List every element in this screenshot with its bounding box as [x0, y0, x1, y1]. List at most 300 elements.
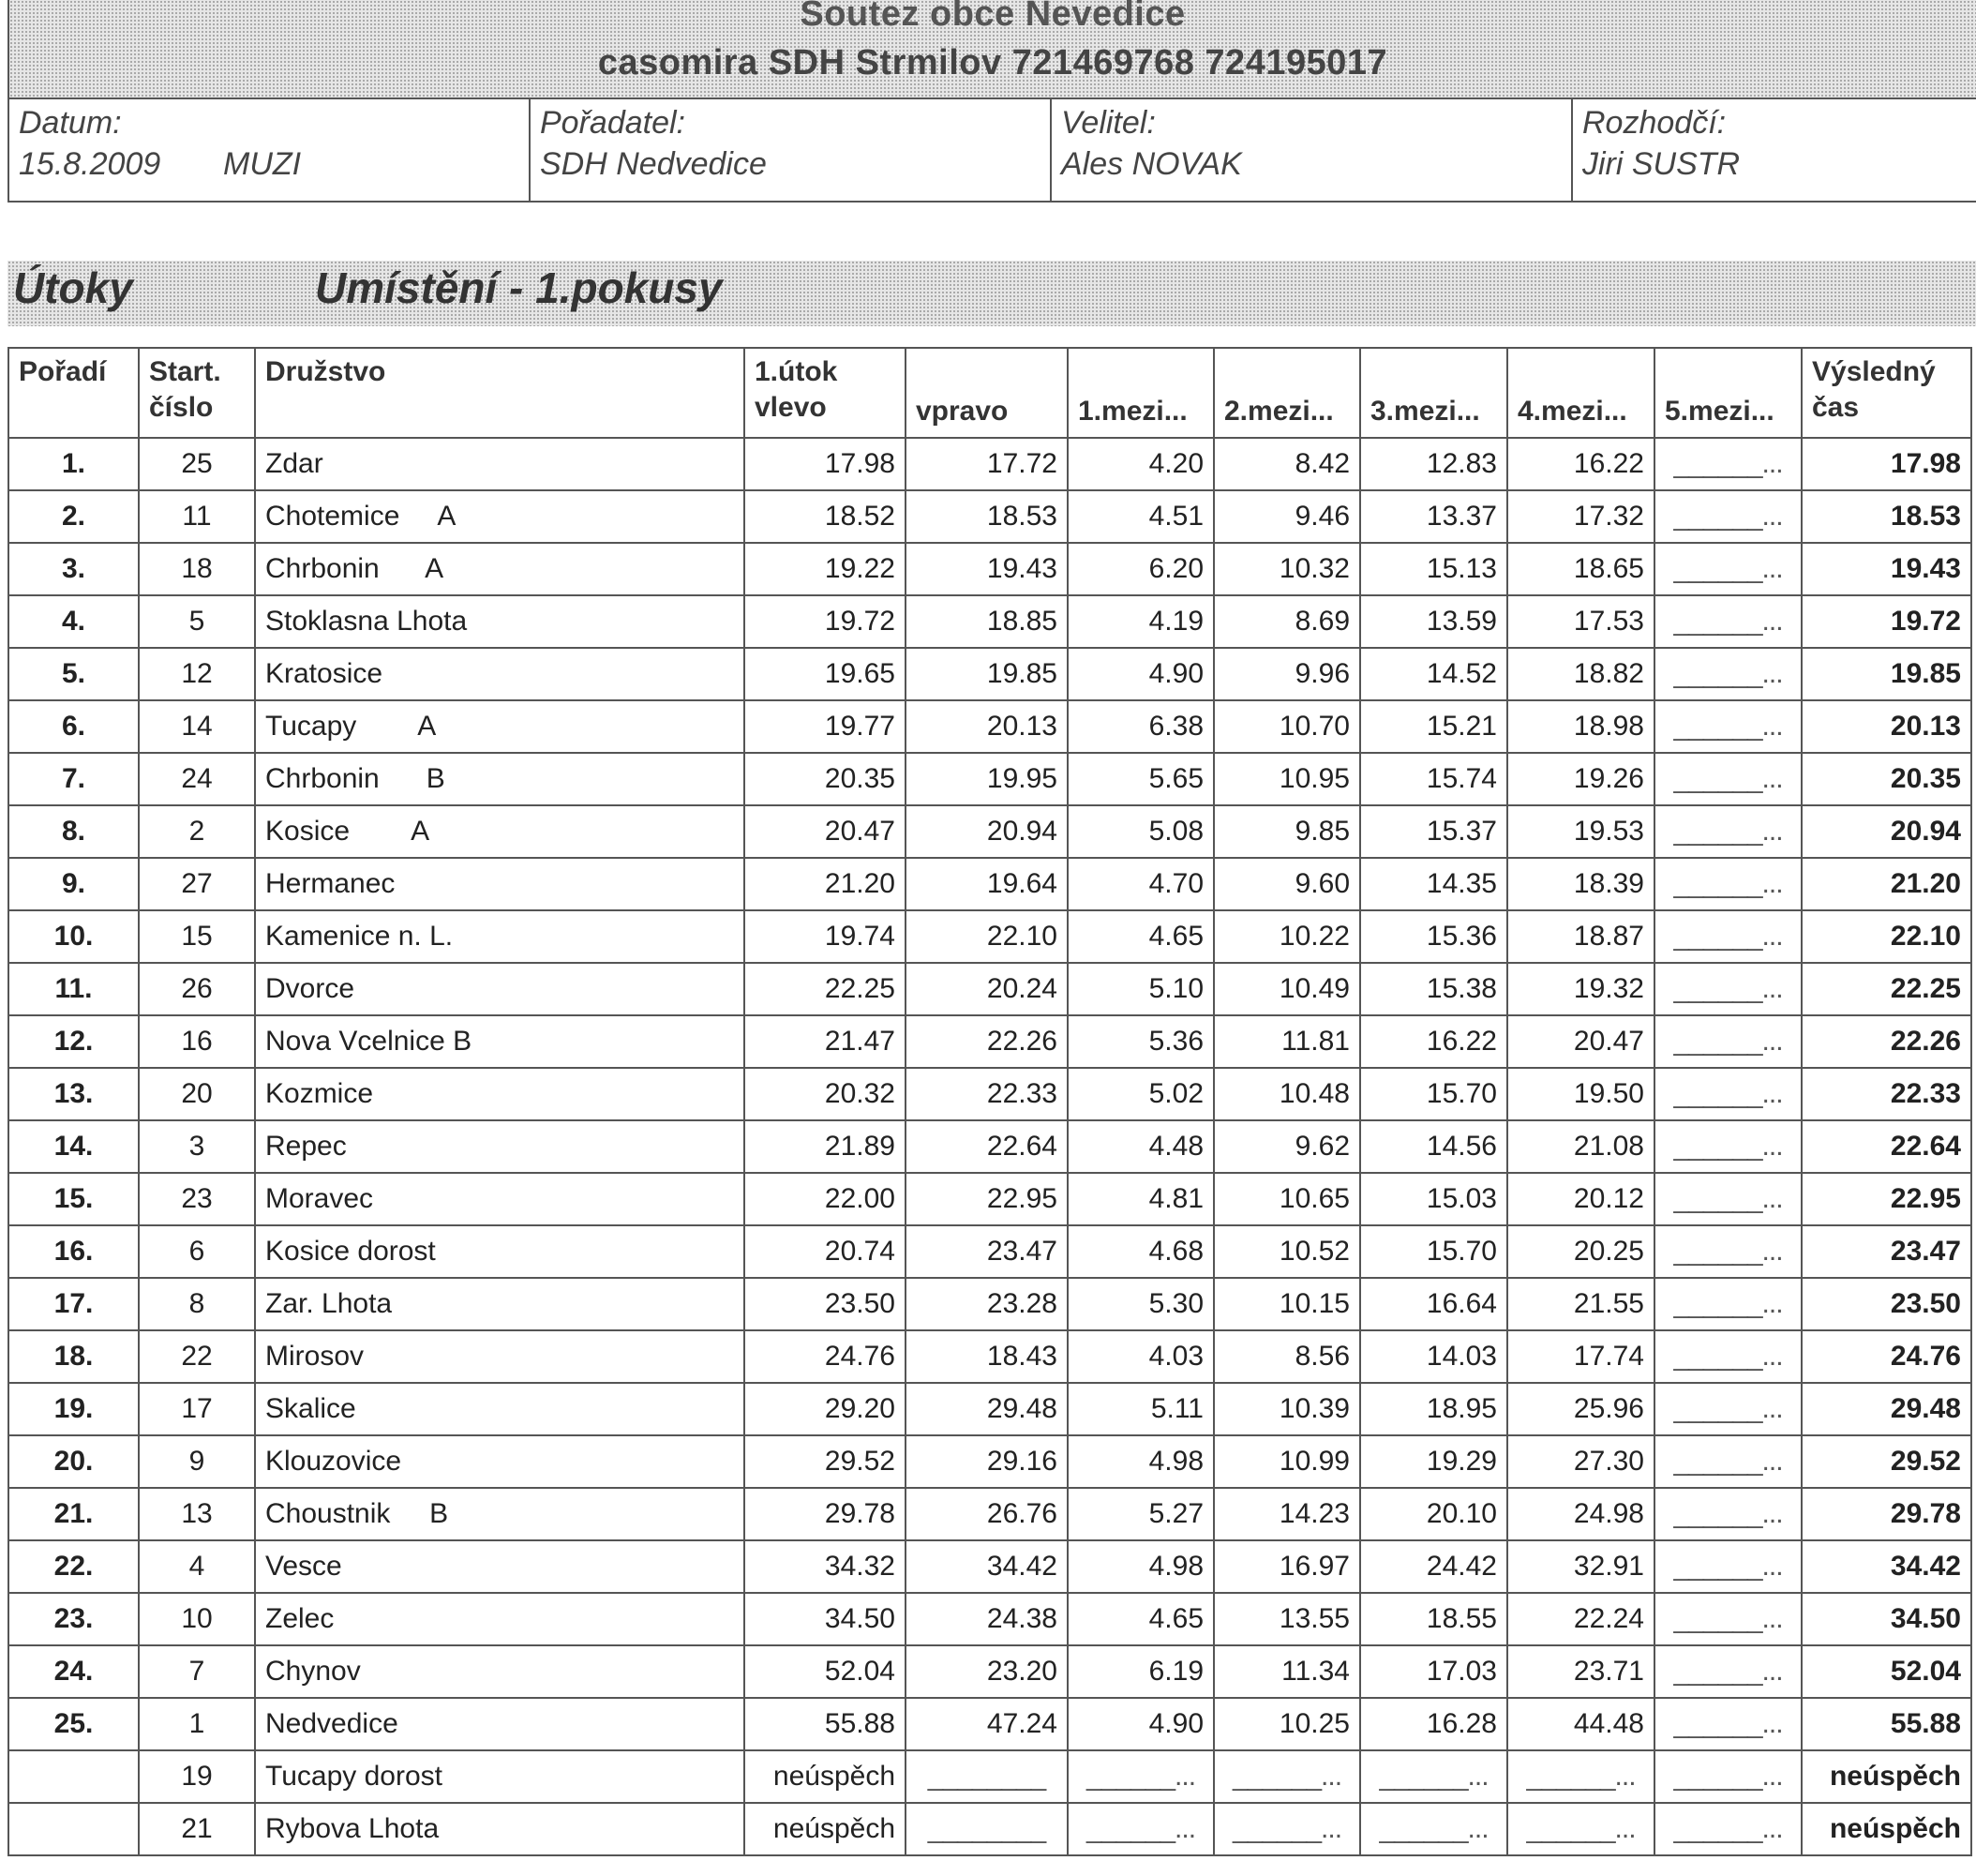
cell-vpravo: 22.10	[906, 910, 1068, 963]
cell-mezi-2: 16.97	[1214, 1540, 1360, 1593]
cell-mezi-5: ______...	[1654, 1068, 1802, 1120]
cell-vpravo: 22.33	[906, 1068, 1068, 1120]
cell-mezi-3: 15.70	[1360, 1068, 1507, 1120]
cell-mezi-2: 10.32	[1214, 543, 1360, 595]
header-mezi-5: 5.mezi...	[1654, 348, 1802, 438]
cell-vysledny-cas: 29.78	[1802, 1488, 1971, 1540]
section-heading	[7, 261, 1976, 326]
table-row	[8, 1645, 1971, 1698]
cell-team: Dvorce	[255, 963, 744, 1015]
cell-vysledny-cas: 22.26	[1802, 1015, 1971, 1068]
cell-poradi: 20.	[8, 1435, 139, 1488]
table-row	[8, 858, 1971, 910]
table-row	[8, 1015, 1971, 1068]
cell-team: Moravec	[255, 1173, 744, 1225]
cell-poradi: 25.	[8, 1698, 139, 1750]
cell-mezi-1: 4.03	[1068, 1330, 1214, 1383]
cell-mezi-2: 10.70	[1214, 700, 1360, 753]
cell-mezi-3: 14.35	[1360, 858, 1507, 910]
cell-mezi-2: ______...	[1214, 1803, 1360, 1855]
cell-mezi-3: 15.36	[1360, 910, 1507, 963]
cell-mezi-5: ______...	[1654, 1593, 1802, 1645]
rozhodci-value: Jiri SUSTR	[1582, 146, 1741, 182]
cell-vlevo: 20.32	[744, 1068, 906, 1120]
cell-vpravo: 19.64	[906, 858, 1068, 910]
cell-vysledny-cas: 19.85	[1802, 648, 1971, 700]
table-header-row	[8, 348, 1971, 438]
cell-vpravo: 26.76	[906, 1488, 1068, 1540]
cell-poradi: 18.	[8, 1330, 139, 1383]
table-row	[8, 1383, 1971, 1435]
cell-mezi-1: 5.11	[1068, 1383, 1214, 1435]
table-row	[8, 700, 1971, 753]
table-row	[8, 1225, 1971, 1278]
cell-start: 22	[139, 1330, 255, 1383]
table-row-failed	[8, 1803, 1971, 1855]
table-row	[8, 910, 1971, 963]
cell-team: Kozmice	[255, 1068, 744, 1120]
cell-mezi-5: ______...	[1654, 1278, 1802, 1330]
title-line-1: Soutez obce Nevedice	[800, 0, 1186, 34]
cell-team: Nedvedice	[255, 1698, 744, 1750]
cell-mezi-5: ______...	[1654, 1803, 1802, 1855]
cell-mezi-5: ______...	[1654, 700, 1802, 753]
cell-mezi-4: 25.96	[1507, 1383, 1654, 1435]
cell-mezi-1: 6.20	[1068, 543, 1214, 595]
cell-vpravo: 23.20	[906, 1645, 1068, 1698]
cell-poradi: 6.	[8, 700, 139, 753]
cell-vlevo: 34.32	[744, 1540, 906, 1593]
cell-team: Chynov	[255, 1645, 744, 1698]
cell-team: Nova Vcelnice B	[255, 1015, 744, 1068]
cell-mezi-2: 10.95	[1214, 753, 1360, 805]
cell-poradi: 19.	[8, 1383, 139, 1435]
cell-mezi-3: 12.83	[1360, 438, 1507, 490]
cell-poradi: 12.	[8, 1015, 139, 1068]
cell-mezi-1: 4.90	[1068, 648, 1214, 700]
table-row	[8, 1173, 1971, 1225]
cell-vysledny-cas: 22.95	[1802, 1173, 1971, 1225]
cell-start: 12	[139, 648, 255, 700]
cell-mezi-5: ______...	[1654, 1698, 1802, 1750]
cell-start: 8	[139, 1278, 255, 1330]
cell-vpravo: 18.53	[906, 490, 1068, 543]
cell-vpravo: 47.24	[906, 1698, 1068, 1750]
cell-mezi-5: ______...	[1654, 1330, 1802, 1383]
cell-mezi-1: 4.65	[1068, 1593, 1214, 1645]
cell-vlevo: 20.47	[744, 805, 906, 858]
cell-poradi: 11.	[8, 963, 139, 1015]
cell-vlevo: 19.77	[744, 700, 906, 753]
cell-vpravo: 29.48	[906, 1383, 1068, 1435]
cell-mezi-3: 24.42	[1360, 1540, 1507, 1593]
cell-mezi-1: 4.98	[1068, 1540, 1214, 1593]
cell-start: 21	[139, 1803, 255, 1855]
cell-mezi-4: 19.32	[1507, 963, 1654, 1015]
cell-vysledny-cas: 22.10	[1802, 910, 1971, 963]
cell-vysledny-cas: 52.04	[1802, 1645, 1971, 1698]
cell-mezi-4: 24.98	[1507, 1488, 1654, 1540]
cell-mezi-2: 10.49	[1214, 963, 1360, 1015]
cell-mezi-3: 18.55	[1360, 1593, 1507, 1645]
cell-vlevo: 19.65	[744, 648, 906, 700]
table-row	[8, 1488, 1971, 1540]
cell-team: Chrbonin A	[255, 543, 744, 595]
cell-mezi-2: 9.46	[1214, 490, 1360, 543]
cell-vlevo: 22.00	[744, 1173, 906, 1225]
cell-vysledny-cas: 55.88	[1802, 1698, 1971, 1750]
cell-start: 10	[139, 1593, 255, 1645]
table-row	[8, 1120, 1971, 1173]
cell-mezi-1: 4.81	[1068, 1173, 1214, 1225]
info-velitel	[1052, 99, 1573, 201]
cell-mezi-1: 4.68	[1068, 1225, 1214, 1278]
cell-vlevo: 29.78	[744, 1488, 906, 1540]
cell-mezi-2: 11.34	[1214, 1645, 1360, 1698]
cell-poradi	[8, 1803, 139, 1855]
datum-value: 15.8.2009	[19, 146, 161, 182]
cell-mezi-2: 9.62	[1214, 1120, 1360, 1173]
table-row-failed	[8, 1750, 1971, 1803]
cell-mezi-4: 23.71	[1507, 1645, 1654, 1698]
cell-team: Hermanec	[255, 858, 744, 910]
cell-mezi-3: ______...	[1360, 1803, 1507, 1855]
cell-mezi-5: ______...	[1654, 438, 1802, 490]
cell-team: Zdar	[255, 438, 744, 490]
cell-mezi-5: ______...	[1654, 1750, 1802, 1803]
cell-mezi-2: 10.22	[1214, 910, 1360, 963]
table-body	[8, 438, 1971, 1855]
cell-poradi: 1.	[8, 438, 139, 490]
cell-mezi-1: 4.70	[1068, 858, 1214, 910]
cell-mezi-4: 18.87	[1507, 910, 1654, 963]
cell-vysledny-cas: 29.52	[1802, 1435, 1971, 1488]
cell-vysledny-cas: 29.48	[1802, 1383, 1971, 1435]
cell-team: Chotemice A	[255, 490, 744, 543]
cell-vlevo: 55.88	[744, 1698, 906, 1750]
cell-mezi-4: 44.48	[1507, 1698, 1654, 1750]
cell-poradi: 9.	[8, 858, 139, 910]
cell-mezi-1: 4.65	[1068, 910, 1214, 963]
cell-team: Kosice dorost	[255, 1225, 744, 1278]
cell-vlevo: 21.89	[744, 1120, 906, 1173]
document-title-bar	[7, 0, 1976, 99]
cell-poradi: 17.	[8, 1278, 139, 1330]
cell-vpravo: ________	[906, 1803, 1068, 1855]
cell-vpravo: 19.43	[906, 543, 1068, 595]
cell-mezi-4: 19.53	[1507, 805, 1654, 858]
cell-vlevo: 20.35	[744, 753, 906, 805]
cell-poradi: 15.	[8, 1173, 139, 1225]
cell-start: 17	[139, 1383, 255, 1435]
cell-mezi-4: 20.47	[1507, 1015, 1654, 1068]
cell-start: 20	[139, 1068, 255, 1120]
cell-team: Kratosice	[255, 648, 744, 700]
cell-mezi-3: 16.28	[1360, 1698, 1507, 1750]
cell-mezi-3: 13.59	[1360, 595, 1507, 648]
cell-poradi: 13.	[8, 1068, 139, 1120]
cell-mezi-4: 19.50	[1507, 1068, 1654, 1120]
info-row	[7, 99, 1976, 203]
cell-mezi-1: 6.38	[1068, 700, 1214, 753]
cell-start: 11	[139, 490, 255, 543]
cell-start: 16	[139, 1015, 255, 1068]
cell-poradi: 3.	[8, 543, 139, 595]
cell-start: 5	[139, 595, 255, 648]
cell-start: 19	[139, 1750, 255, 1803]
cell-mezi-3: 17.03	[1360, 1645, 1507, 1698]
cell-mezi-4: 17.74	[1507, 1330, 1654, 1383]
cell-mezi-3: 15.38	[1360, 963, 1507, 1015]
cell-vysledny-cas: 22.33	[1802, 1068, 1971, 1120]
cell-start: 2	[139, 805, 255, 858]
cell-mezi-2: 11.81	[1214, 1015, 1360, 1068]
cell-mezi-3: 19.29	[1360, 1435, 1507, 1488]
cell-mezi-4: 21.55	[1507, 1278, 1654, 1330]
cell-mezi-1: 6.19	[1068, 1645, 1214, 1698]
cell-mezi-4: 17.53	[1507, 595, 1654, 648]
cell-poradi: 8.	[8, 805, 139, 858]
cell-vysledny-cas: 18.53	[1802, 490, 1971, 543]
cell-mezi-4: 32.91	[1507, 1540, 1654, 1593]
cell-mezi-3: 15.13	[1360, 543, 1507, 595]
cell-vlevo: 21.47	[744, 1015, 906, 1068]
cell-team: Kamenice n. L.	[255, 910, 744, 963]
table-row	[8, 438, 1971, 490]
cell-mezi-4: 21.08	[1507, 1120, 1654, 1173]
cell-vysledny-cas: 17.98	[1802, 438, 1971, 490]
cell-vlevo: 20.74	[744, 1225, 906, 1278]
cell-team: Stoklasna Lhota	[255, 595, 744, 648]
cell-vlevo: neúspěch	[744, 1803, 906, 1855]
cell-mezi-4: 16.22	[1507, 438, 1654, 490]
cell-start: 24	[139, 753, 255, 805]
cell-team: Zar. Lhota	[255, 1278, 744, 1330]
cell-vpravo: 29.16	[906, 1435, 1068, 1488]
cell-mezi-4: 17.32	[1507, 490, 1654, 543]
cell-mezi-4: ______...	[1507, 1750, 1654, 1803]
cell-vpravo: 19.85	[906, 648, 1068, 700]
cell-team: Choustnik B	[255, 1488, 744, 1540]
cell-start: 7	[139, 1645, 255, 1698]
cell-vlevo: 29.20	[744, 1383, 906, 1435]
cell-mezi-3: 20.10	[1360, 1488, 1507, 1540]
cell-team: Tucapy dorost	[255, 1750, 744, 1803]
cell-mezi-3: 15.03	[1360, 1173, 1507, 1225]
table-row	[8, 753, 1971, 805]
cell-mezi-1: 5.65	[1068, 753, 1214, 805]
cell-start: 27	[139, 858, 255, 910]
cell-vlevo: 23.50	[744, 1278, 906, 1330]
cell-mezi-2: 8.42	[1214, 438, 1360, 490]
cell-vlevo: 18.52	[744, 490, 906, 543]
cell-start: 25	[139, 438, 255, 490]
cell-mezi-2: 10.15	[1214, 1278, 1360, 1330]
cell-mezi-5: ______...	[1654, 963, 1802, 1015]
cell-mezi-1: ______...	[1068, 1750, 1214, 1803]
cell-vpravo: 22.95	[906, 1173, 1068, 1225]
header-vpravo: vpravo	[906, 348, 1068, 438]
cell-vysledny-cas: 22.25	[1802, 963, 1971, 1015]
cell-vpravo: 34.42	[906, 1540, 1068, 1593]
table-row	[8, 1068, 1971, 1120]
cell-mezi-5: ______...	[1654, 1225, 1802, 1278]
cell-mezi-3: 15.74	[1360, 753, 1507, 805]
cell-poradi: 23.	[8, 1593, 139, 1645]
cell-mezi-1: 4.20	[1068, 438, 1214, 490]
velitel-value: Ales NOVAK	[1061, 146, 1242, 182]
cell-vlevo: 52.04	[744, 1645, 906, 1698]
cell-vlevo: 19.74	[744, 910, 906, 963]
header-mezi-3: 3.mezi...	[1360, 348, 1507, 438]
cell-vpravo: 20.24	[906, 963, 1068, 1015]
cell-start: 3	[139, 1120, 255, 1173]
cell-mezi-4: 18.65	[1507, 543, 1654, 595]
cell-mezi-5: ______...	[1654, 858, 1802, 910]
cell-vpravo: 17.72	[906, 438, 1068, 490]
cell-mezi-1: 4.48	[1068, 1120, 1214, 1173]
cell-mezi-2: 14.23	[1214, 1488, 1360, 1540]
cell-mezi-1: 5.10	[1068, 963, 1214, 1015]
cell-vpravo: 23.28	[906, 1278, 1068, 1330]
cell-poradi: 10.	[8, 910, 139, 963]
cell-mezi-2: 9.60	[1214, 858, 1360, 910]
poradatel-value: SDH Nedvedice	[540, 146, 767, 182]
cell-mezi-3: ______...	[1360, 1750, 1507, 1803]
cell-mezi-3: 15.70	[1360, 1225, 1507, 1278]
cell-start: 14	[139, 700, 255, 753]
cell-mezi-4: 20.25	[1507, 1225, 1654, 1278]
cell-vysledny-cas: 21.20	[1802, 858, 1971, 910]
cell-mezi-4: 22.24	[1507, 1593, 1654, 1645]
cell-poradi: 7.	[8, 753, 139, 805]
cell-vysledny-cas: 20.13	[1802, 700, 1971, 753]
table-row	[8, 1540, 1971, 1593]
table-row	[8, 963, 1971, 1015]
cell-vysledny-cas: neúspěch	[1802, 1803, 1971, 1855]
header-mezi-1: 1.mezi...	[1068, 348, 1214, 438]
cell-team: Chrbonin B	[255, 753, 744, 805]
results-table	[7, 347, 1972, 1856]
cell-start: 1	[139, 1698, 255, 1750]
cell-mezi-2: 10.48	[1214, 1068, 1360, 1120]
cell-mezi-1: 5.08	[1068, 805, 1214, 858]
rozhodci-label: Rozhodčí:	[1582, 105, 1727, 141]
cell-vysledny-cas: 19.72	[1802, 595, 1971, 648]
cell-mezi-2: 10.39	[1214, 1383, 1360, 1435]
cell-mezi-1: ______...	[1068, 1803, 1214, 1855]
table-row	[8, 805, 1971, 858]
cell-mezi-3: 14.56	[1360, 1120, 1507, 1173]
cell-mezi-4: 20.12	[1507, 1173, 1654, 1225]
cell-vysledny-cas: neúspěch	[1802, 1750, 1971, 1803]
cell-mezi-5: ______...	[1654, 1015, 1802, 1068]
cell-vlevo: 21.20	[744, 858, 906, 910]
cell-mezi-4: 27.30	[1507, 1435, 1654, 1488]
cell-mezi-1: 4.98	[1068, 1435, 1214, 1488]
cell-mezi-3: 14.03	[1360, 1330, 1507, 1383]
cell-start: 13	[139, 1488, 255, 1540]
cell-poradi: 5.	[8, 648, 139, 700]
cell-team: Zelec	[255, 1593, 744, 1645]
cell-mezi-3: 18.95	[1360, 1383, 1507, 1435]
cell-mezi-5: ______...	[1654, 910, 1802, 963]
header-poradi: Pořadí	[8, 348, 139, 438]
cell-mezi-1: 4.19	[1068, 595, 1214, 648]
cell-vlevo: 22.25	[744, 963, 906, 1015]
cell-vlevo: 29.52	[744, 1435, 906, 1488]
cell-mezi-4: 18.98	[1507, 700, 1654, 753]
cell-vlevo: 19.22	[744, 543, 906, 595]
cell-vpravo: 18.85	[906, 595, 1068, 648]
section-title-utoky: Útoky	[13, 263, 133, 312]
cell-mezi-2: 10.99	[1214, 1435, 1360, 1488]
table-row	[8, 543, 1971, 595]
cell-vpravo: 20.13	[906, 700, 1068, 753]
cell-mezi-3: 16.64	[1360, 1278, 1507, 1330]
cell-poradi: 16.	[8, 1225, 139, 1278]
cell-mezi-2: 8.56	[1214, 1330, 1360, 1383]
cell-mezi-5: ______...	[1654, 1435, 1802, 1488]
table-row	[8, 490, 1971, 543]
cell-vysledny-cas: 23.50	[1802, 1278, 1971, 1330]
cell-mezi-2: 13.55	[1214, 1593, 1360, 1645]
cell-mezi-5: ______...	[1654, 1540, 1802, 1593]
cell-mezi-5: ______...	[1654, 595, 1802, 648]
cell-mezi-1: 4.90	[1068, 1698, 1214, 1750]
info-datum	[9, 99, 531, 201]
cell-vpravo: 24.38	[906, 1593, 1068, 1645]
cell-mezi-5: ______...	[1654, 1488, 1802, 1540]
cell-mezi-1: 5.02	[1068, 1068, 1214, 1120]
cell-vpravo: 23.47	[906, 1225, 1068, 1278]
cell-team: Kosice A	[255, 805, 744, 858]
cell-mezi-4: 18.39	[1507, 858, 1654, 910]
cell-mezi-5: ______...	[1654, 1120, 1802, 1173]
cell-mezi-3: 15.21	[1360, 700, 1507, 753]
cell-team: Vesce	[255, 1540, 744, 1593]
cell-start: 15	[139, 910, 255, 963]
cell-mezi-3: 15.37	[1360, 805, 1507, 858]
cell-team: Skalice	[255, 1383, 744, 1435]
cell-mezi-2: 10.65	[1214, 1173, 1360, 1225]
cell-mezi-3: 14.52	[1360, 648, 1507, 700]
cell-vlevo: neúspěch	[744, 1750, 906, 1803]
table-row	[8, 648, 1971, 700]
table-row	[8, 1330, 1971, 1383]
cell-mezi-5: ______...	[1654, 805, 1802, 858]
cell-mezi-4: 19.26	[1507, 753, 1654, 805]
header-druzstvo: Družstvo	[255, 348, 744, 438]
cell-team: Rybova Lhota	[255, 1803, 744, 1855]
velitel-label: Velitel:	[1061, 105, 1156, 141]
cell-vysledny-cas: 20.94	[1802, 805, 1971, 858]
header-utok-vlevo: 1.útok vlevo	[744, 348, 906, 438]
cell-mezi-5: ______...	[1654, 1173, 1802, 1225]
cell-vlevo: 34.50	[744, 1593, 906, 1645]
cell-mezi-2: 10.25	[1214, 1698, 1360, 1750]
cell-vpravo: 22.26	[906, 1015, 1068, 1068]
cell-team: Mirosov	[255, 1330, 744, 1383]
cell-poradi: 24.	[8, 1645, 139, 1698]
datum-label: Datum:	[19, 105, 122, 141]
header-mezi-2: 2.mezi...	[1214, 348, 1360, 438]
cell-start: 4	[139, 1540, 255, 1593]
cell-mezi-2: ______...	[1214, 1750, 1360, 1803]
cell-team: Klouzovice	[255, 1435, 744, 1488]
header-start-cislo: Start. číslo	[139, 348, 255, 438]
cell-vpravo: 22.64	[906, 1120, 1068, 1173]
